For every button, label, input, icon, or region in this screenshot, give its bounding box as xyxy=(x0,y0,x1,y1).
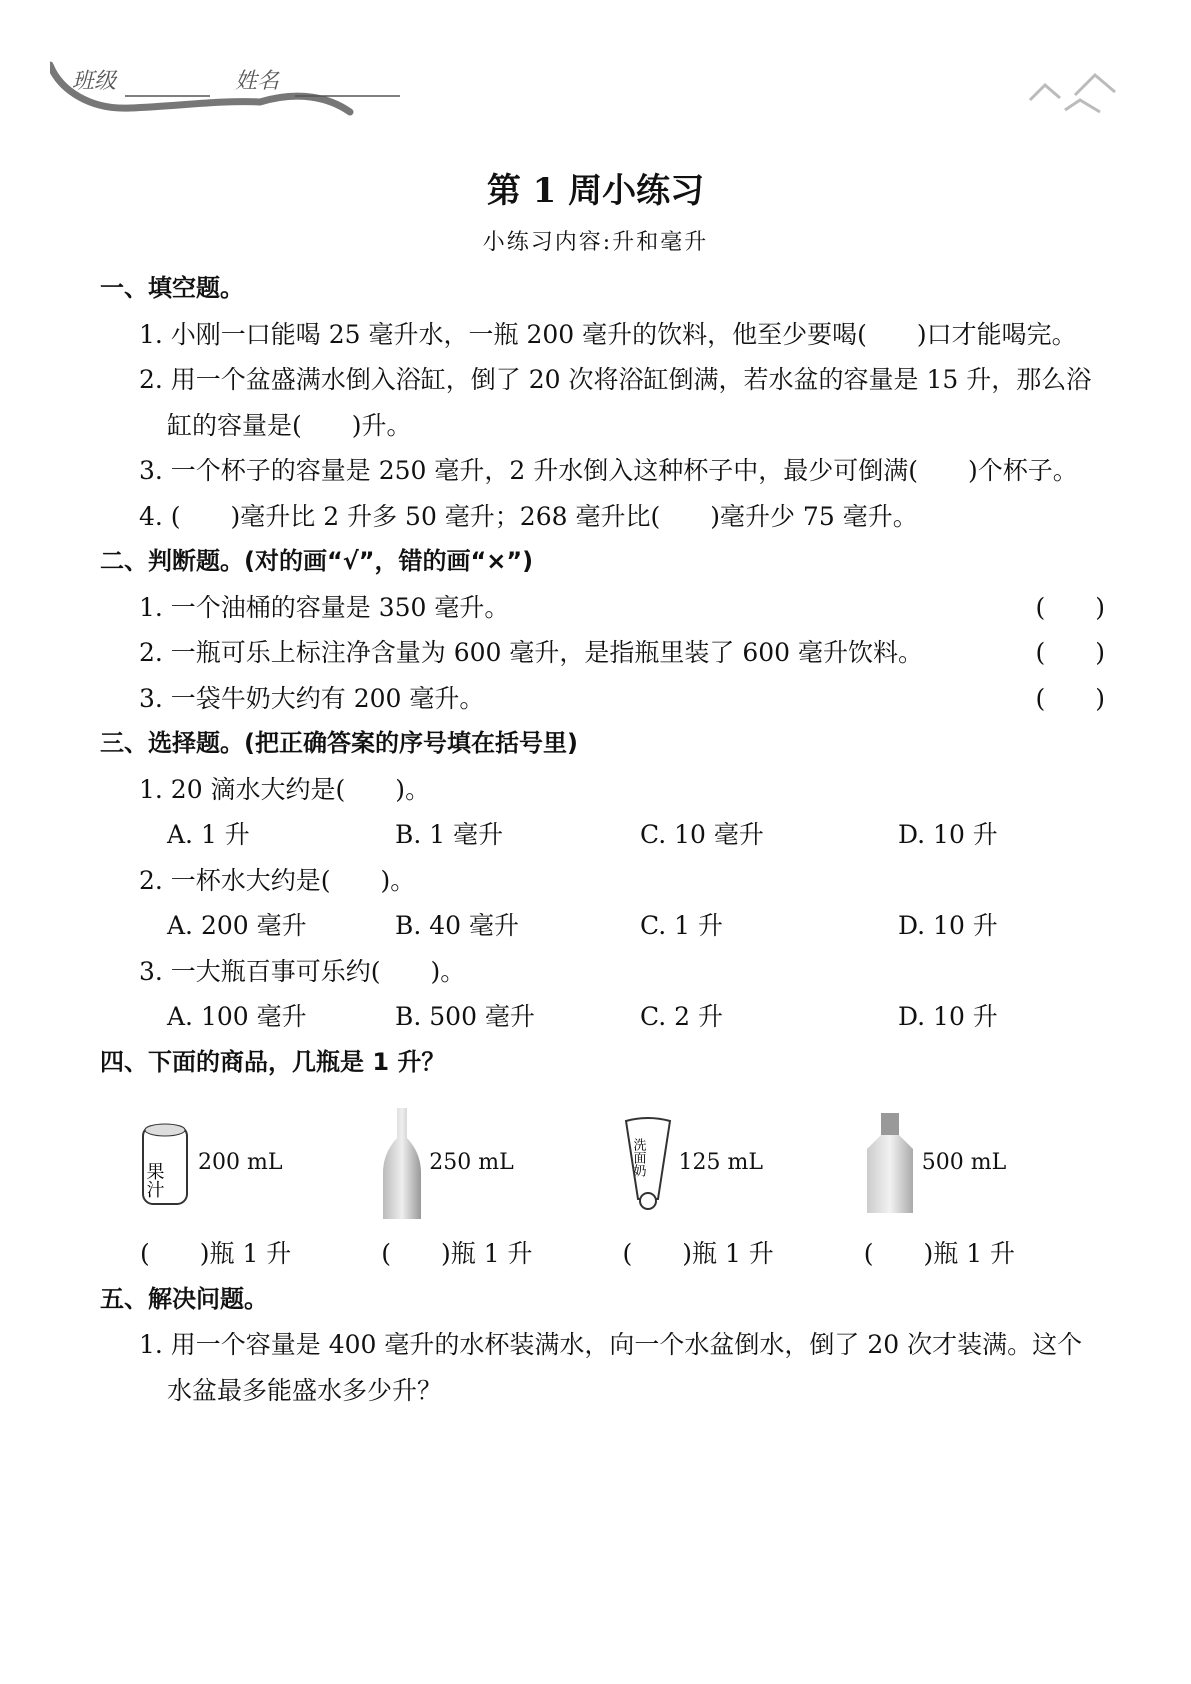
option: D. 10 升 xyxy=(898,1002,998,1031)
answer-row xyxy=(100,1231,1105,1277)
option: B. 500 毫升 xyxy=(395,1002,535,1031)
header-banner xyxy=(50,60,420,120)
question: 2. 一瓶可乐上标注净含量为 600 毫升，是指瓶里装了 600 毫升饮料。 xyxy=(139,638,924,667)
question: 1. 20 滴水大约是( )。 xyxy=(139,774,431,804)
options xyxy=(100,903,1105,949)
option: B. 1 毫升 xyxy=(395,820,504,849)
section-heading: 二、判断题。(对的画“√”，错的画“×”) xyxy=(100,547,534,575)
page-title: 第 1 周小练习 xyxy=(486,171,705,211)
option: B. 40 毫升 xyxy=(395,911,520,940)
name-label: 姓名 xyxy=(235,69,280,94)
volume-label: 500 mL xyxy=(921,1150,1007,1176)
juice-can-icon xyxy=(140,1118,192,1208)
volume-label: 250 mL xyxy=(429,1150,514,1176)
judge-item xyxy=(100,676,1105,722)
question: 3. 一个杯子的容量是 250 毫升，2 升水倒入这种杯子中，最少可倒满( )个杯子。 xyxy=(139,456,1078,485)
product-bottle xyxy=(381,1106,622,1221)
answer-blank: ( ) xyxy=(1035,638,1105,667)
section-heading: 一、填空题。 xyxy=(100,274,244,302)
question: 1. 用一个容量是 400 毫升的水杯装满水，向一个水盆倒水，倒了 20 次才装满。这个水盆最多能盛水多少升？ xyxy=(139,1330,1083,1405)
judge-item xyxy=(100,585,1105,631)
page-subtitle: 小练习内容:升和毫升 xyxy=(482,230,709,255)
square-bottle-icon xyxy=(864,1111,916,1216)
section-heading: 五、解决问题。 xyxy=(100,1284,268,1313)
options xyxy=(100,994,1105,1040)
volume-label: 125 mL xyxy=(678,1150,763,1176)
question: 3. 一大瓶百事可乐约( )。 xyxy=(139,956,466,986)
option: A. 200 毫升 xyxy=(167,911,307,940)
question: 1. 小刚一口能喝 25 毫升水，一瓶 200 毫升的饮料，他至少要喝( )口才能喝完。 xyxy=(139,319,1077,349)
answer-blank: ( ) xyxy=(1035,592,1105,622)
judge-item xyxy=(100,630,1105,676)
section-heading: 三、选择题。(把正确答案的序号填在括号里) xyxy=(100,729,578,757)
answer-blank: ( ) xyxy=(1035,683,1105,713)
option: C. 1 升 xyxy=(640,911,723,940)
option: C. 2 升 xyxy=(640,1002,723,1031)
option: A. 1 升 xyxy=(167,820,250,849)
goods-row xyxy=(100,1103,1105,1223)
question: 1. 一个油桶的容量是 350 毫升。 xyxy=(139,592,510,622)
option: A. 100 毫升 xyxy=(167,1002,307,1031)
option: C. 10 毫升 xyxy=(640,820,764,849)
section-heading: 四、下面的商品，几瓶是 1 升？ xyxy=(100,1047,446,1076)
mountain-decoration xyxy=(1025,70,1135,120)
answer-blank: ( )瓶 1 升 xyxy=(140,1239,292,1268)
option: D. 10 升 xyxy=(898,911,998,940)
cleanser-tube-icon xyxy=(623,1116,673,1211)
class-label: 班级 xyxy=(72,69,117,94)
question: 2. 用一个盆盛满水倒入浴缸，倒了 20 次将浴缸倒满，若水盆的容量是 15 升，那么浴缸的容量是( )升。 xyxy=(139,365,1092,440)
answer-blank: ( )瓶 1 升 xyxy=(863,1239,1016,1268)
question: 3. 一袋牛奶大约有 200 毫升。 xyxy=(139,683,485,713)
options xyxy=(100,812,1105,858)
volume-label: 200 mL xyxy=(198,1150,283,1176)
question: 2. 一杯水大约是( )。 xyxy=(139,865,416,895)
tube-label: 洗面奶 xyxy=(630,1137,645,1177)
answer-blank: ( )瓶 1 升 xyxy=(381,1239,533,1268)
product-juice-can xyxy=(140,1118,381,1208)
product-facial-cleanser xyxy=(623,1116,864,1211)
option: D. 10 升 xyxy=(898,820,998,849)
product-square-bottle xyxy=(864,1111,1105,1216)
bottle-icon xyxy=(381,1106,423,1221)
answer-blank: ( )瓶 1 升 xyxy=(622,1239,774,1268)
question: 4. ( )毫升比 2 升多 50 毫升；268 毫升比( )毫升少 75 毫升。 xyxy=(139,501,918,531)
can-label: 果汁 xyxy=(143,1162,165,1198)
